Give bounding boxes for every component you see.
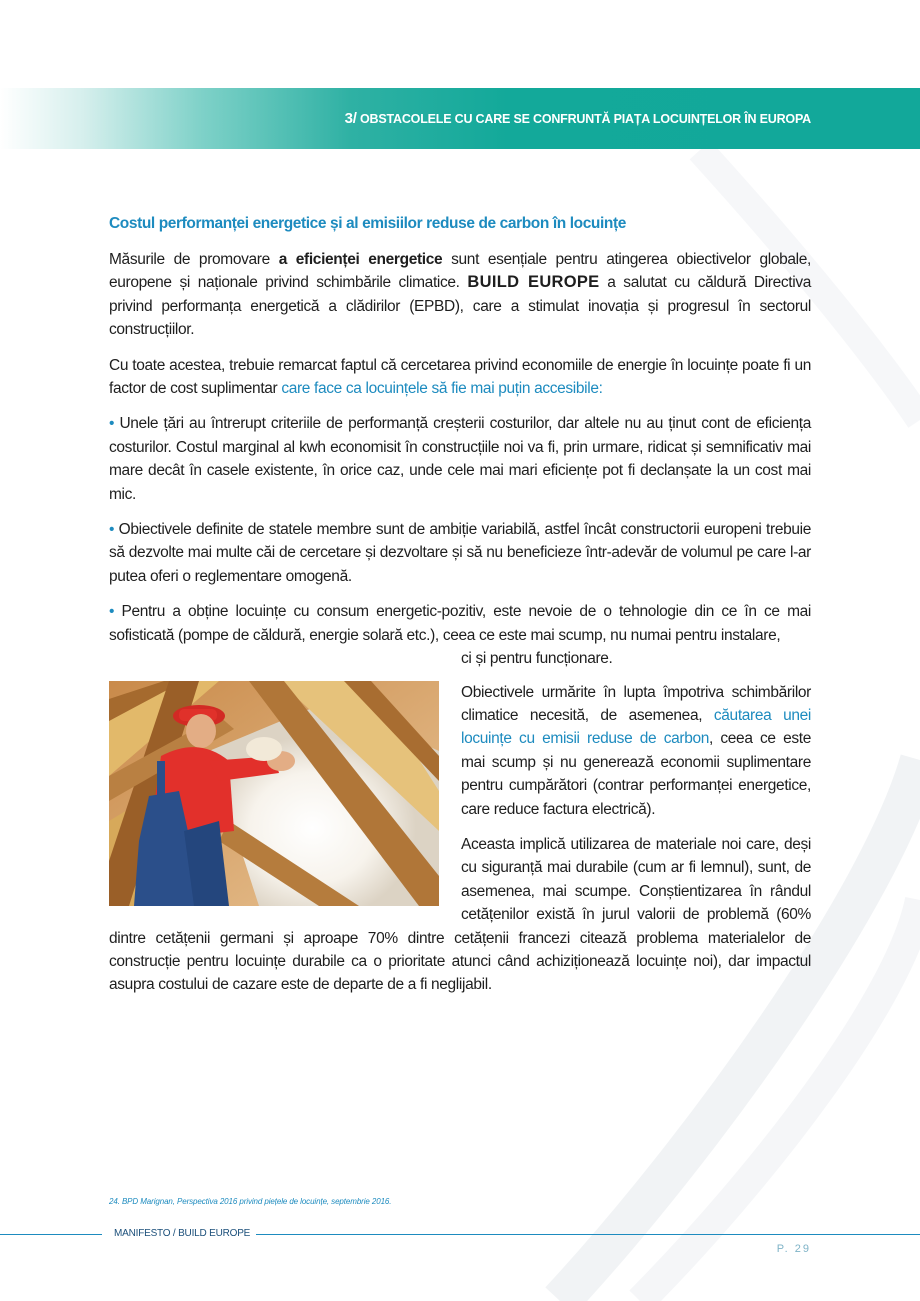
- roof-insulation-photo: [109, 681, 439, 906]
- p1-text-a: Măsurile de promovare: [109, 251, 279, 268]
- section-title-text: OBSTACOLELE CU CARE SE CONFRUNTĂ PIAȚA LOCUINȚELOR ÎN EUROPA: [360, 112, 811, 126]
- p3-text-b: , ceea ce este mai scump și nu generează economii suplimentare pentru cumpărători (contrar performanței energetice, care reduce factura electrică).: [461, 730, 811, 818]
- p3-text-a: Obiectivele urmărite în lupta împotriva schimbărilor climatice necesită, de asemenea,: [461, 683, 811, 724]
- bullet-3-text: Pentru a obține locuințe cu consum energetic-pozitiv, este nevoie de o tehnologie din ce în ce mai sofisticată (pompe de căldură, energie solară etc.), ceea ce este mai scump, nu numai pentru instalare,: [109, 603, 811, 644]
- article-heading: Costul performanței energetice și al emisiilor reduse de carbon în locuințe: [109, 215, 626, 232]
- footer-rule-right: [256, 1234, 920, 1235]
- bullet-3-continued: ci și pentru funcționare.: [461, 650, 613, 668]
- p3-highlight: căutarea unei locuințe cu emisii reduse de carbon: [461, 706, 811, 748]
- footer-label: MANIFESTO / BUILD EUROPE: [114, 1228, 251, 1239]
- section-title: [345, 110, 811, 127]
- section-number: 3/: [344, 110, 357, 127]
- bullet-marker: •: [109, 415, 115, 433]
- bullet-2-text: Obiectivele definite de statele membre sunt de ambiție variabilă, astfel încât constructorii europeni trebuie să dezvolte mai multe căi de cercetare și dezvoltare și să nu beneficieze într-adevăr de volumul pe care l-ar putea oferi o reglementare omogenă.: [109, 521, 811, 585]
- bullet-marker: •: [109, 603, 115, 621]
- bullet-marker: •: [109, 521, 115, 539]
- page-number: P. 29: [776, 1243, 811, 1255]
- paragraph-1: [109, 248, 811, 342]
- p1-bold: a eficienței energetice: [278, 251, 443, 268]
- bullet-3: [109, 600, 811, 647]
- article-body: [109, 213, 811, 1009]
- bullet-2: [109, 518, 811, 588]
- footnote: 24. BPD Marignan, Perspectiva 2016 privind piețele de locuințe, septembrie 2016.: [109, 1197, 392, 1206]
- paragraph-4: Aceasta implică utilizarea de materiale noi care, deși cu siguranță mai durabile (cum ar fi lemnul), sunt, de asemenea, mai scumpe. Conștientizarea în rândul cetățenilor există în jurul valorii de problemă (60% dintre cetățenii germani și aproape 70% dintre cetățenii francezi citează problema materialelor de construcție pentru locuințe durabile ca o prioritate atunci când achiziționează locuințe noi), dar impactul asupra costului de cazare este de departe de a fi neglijabil.: [109, 835, 811, 994]
- brand-name: BUILD EUROPE: [467, 273, 600, 292]
- p1-text-c: a salutat cu căldură Directiva privind performanța energetică a clădirilor (EPBD), care a stimulat inovația și progresul în sectorul construcțiilor.: [109, 274, 812, 339]
- footer-rule-left: [0, 1234, 102, 1235]
- p2-highlight: care face ca locuințele să fie mai puțin accesibile:: [281, 380, 603, 398]
- paragraph-2: [109, 354, 811, 401]
- bullet-1: [109, 412, 811, 506]
- p1-text-b: sunt esențiale pentru atingerea obiectivelor globale, europene și naționale privind schimbările climatice.: [109, 251, 811, 292]
- bullet-1-text: Unele țări au întrerupt criteriile de performanță creșterii costurilor, dar altele nu au ținut cont de eficiența costurilor. Costul marginal al kwh economisit în construcțiile noi va fi, prin urmare, ridicat și semnificativ mai mare decât în casele existente, în orice caz, unde cele mai mari eficiențe pot fi declanșate la un cost mai mic.: [109, 415, 811, 503]
- p2-text: Cu toate acestea, trebuie remarcat faptul că cercetarea privind economiile de energie în locuințe poate fi un factor de cost suplimentar: [109, 356, 811, 398]
